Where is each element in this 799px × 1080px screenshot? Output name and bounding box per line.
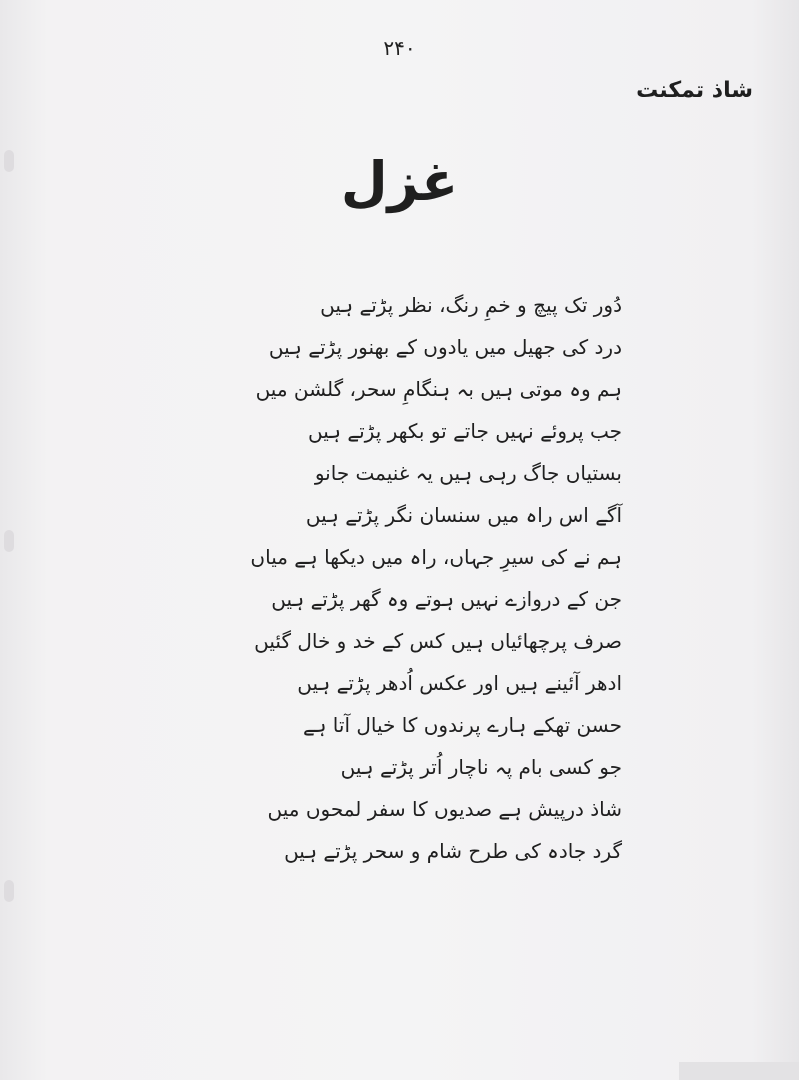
poem-line: صرف پرچھائیاں ہیں کس کے خد و خال گئیں bbox=[254, 629, 622, 653]
poem-title: غزل bbox=[340, 150, 459, 213]
couplet bbox=[250, 536, 622, 620]
poem-line: ہم وہ موتی ہیں بہ ہنگامِ سحر، گلشن میں bbox=[255, 377, 622, 401]
poem-line: جن کے دروازے نہیں ہوتے وہ گھر پڑتے ہیں bbox=[271, 587, 622, 611]
poem-body bbox=[250, 284, 622, 872]
couplet bbox=[262, 284, 622, 368]
page-number: ۲۴۰ bbox=[383, 36, 416, 60]
poem-line: ہم نے کی سیرِ جہاں، راہ میں دیکھا ہے میاں bbox=[250, 545, 622, 569]
poem-line: درد کی جھیل میں یادوں کے بھنور پڑتے ہیں bbox=[268, 335, 622, 359]
couplet bbox=[262, 788, 622, 872]
poem-line: جب پروئے نہیں جاتے تو بکھر پڑتے ہیں bbox=[308, 419, 622, 443]
poem-line: آگے اس راہ میں سنسان نگر پڑتے ہیں bbox=[305, 503, 622, 527]
couplet bbox=[254, 620, 622, 704]
page-edge-mark bbox=[4, 880, 14, 902]
couplet bbox=[262, 704, 622, 788]
author-name: شاذ تمکنت bbox=[636, 78, 753, 103]
poem-line: بستیاں جاگ رہی ہیں یہ غنیمت جانو bbox=[314, 461, 622, 485]
page-corner-shadow bbox=[679, 1062, 799, 1080]
page-edge-mark bbox=[4, 530, 14, 552]
poem-line: حسن تھکے ہارے پرندوں کا خیال آتا ہے bbox=[303, 713, 622, 737]
couplet bbox=[262, 452, 622, 536]
poem-line: جو کسی بام پہ ناچار اُتر پڑتے ہیں bbox=[340, 755, 622, 779]
couplet bbox=[255, 368, 622, 452]
poem-line: دُور تک پیچ و خمِ رنگ، نظر پڑتے ہیں bbox=[320, 293, 622, 317]
poem-line: گرد جادہ کی طرح شام و سحر پڑتے ہیں bbox=[284, 839, 622, 863]
poem-line: شاذ درپیش ہے صدیوں کا سفر لمحوں میں bbox=[267, 797, 622, 821]
poem-line: ادھر آئینے ہیں اور عکس اُدھر پڑتے ہیں bbox=[297, 671, 622, 695]
